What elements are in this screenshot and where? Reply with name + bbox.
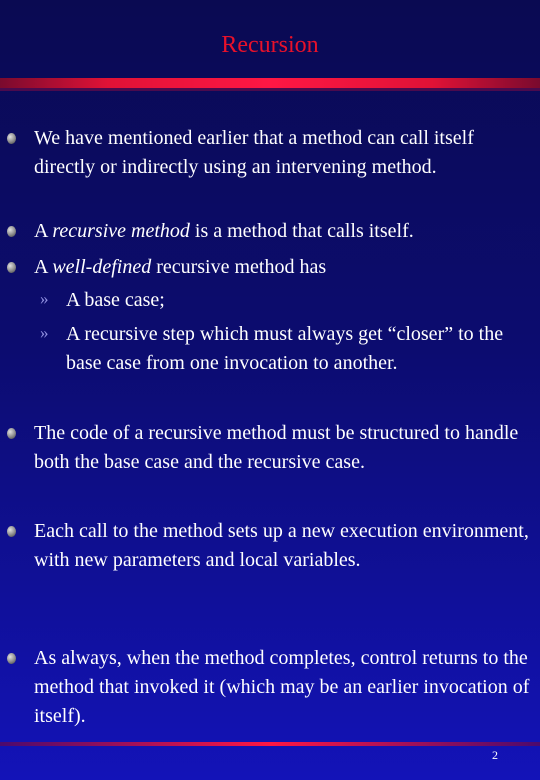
bullet-text: As always, when the method completes, control returns to the method that invoked it (which may be an earlier invocation of itself).: [34, 647, 530, 727]
page-number: 2: [492, 748, 498, 762]
bullet-text-emphasis: recursive method: [52, 220, 190, 242]
bullet-dot: [7, 653, 16, 664]
bullet-text: We have mentioned earlier that a method can call itself directly or indirectly using an intervening method.: [34, 127, 474, 178]
bullet-text-suffix: is a method that calls itself.: [189, 220, 414, 242]
bottom-rule: [0, 742, 540, 746]
bullet-dot: [7, 526, 16, 537]
bullet-dot: [7, 226, 16, 237]
slide-title: Recursion: [221, 32, 319, 58]
bullet-dot: [7, 428, 16, 439]
bullet-text-emphasis: well-defined: [52, 256, 152, 278]
bullet-dot: [7, 133, 16, 144]
bullet-text: [34, 253, 538, 282]
sub-bullet-text: A base case;: [66, 289, 165, 311]
bullet-text-prefix: A: [34, 256, 53, 278]
bullet-text: The code of a recursive method must be structured to handle both the base case and the recursive case.: [34, 422, 519, 473]
bullet-text: [34, 217, 538, 246]
bullet-text-suffix: recursive method has: [151, 256, 327, 278]
bullet-text: Each call to the method sets up a new execution environment, with new parameters and local variables.: [34, 520, 529, 571]
sub-bullet-marker: »: [40, 323, 49, 342]
bullet-dot: [7, 262, 16, 273]
bullet-text-prefix: A: [34, 220, 53, 242]
sub-bullet-text: A recursive step which must always get “closer” to the base case from one invocation to another.: [66, 323, 504, 374]
sub-bullet-marker: »: [40, 289, 49, 308]
